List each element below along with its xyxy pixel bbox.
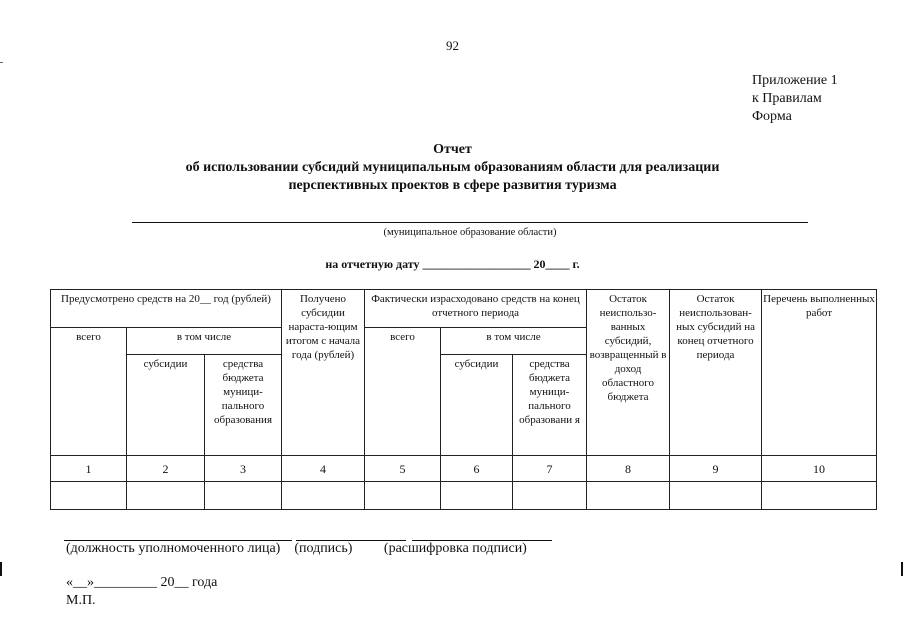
report-subtitle-line-2: перспективных проектов в сфере развития туризма	[288, 178, 617, 193]
header-received: Получено субсидии нараста-ющим итогом с начала года (рублей)	[282, 290, 365, 456]
header-spent: Фактически израсходовано средств на конец отчетного периода	[365, 290, 587, 328]
header-spent-budget: средства бюджета муници-пального образовани я	[513, 355, 587, 456]
signature-labels: (должность уполномоченного лица) (подпись) (расшифровка подписи)	[66, 541, 527, 556]
binding-mark-left	[0, 562, 2, 576]
header-works: Перечень выполненных работ	[762, 290, 877, 456]
column-number: 8	[587, 456, 670, 482]
data-cell[interactable]	[51, 482, 127, 510]
data-cell[interactable]	[670, 482, 762, 510]
report-table	[50, 289, 877, 510]
report-title: Отчет	[433, 142, 472, 157]
binding-mark-right	[901, 562, 903, 576]
signature-date: «__»_________ 20__ года	[66, 575, 218, 590]
municipality-fill-line	[132, 222, 808, 223]
data-cell[interactable]	[513, 482, 587, 510]
header-planned-subsidies: субсидии	[127, 355, 205, 456]
scan-artifact	[0, 62, 3, 63]
header-returned: Остаток неиспользо-ванных субсидий, возвращенный в доход областного бюджета	[587, 290, 670, 456]
appendix-line-2: к Правилам	[752, 91, 822, 106]
header-planned: Предусмотрено средств на 20__ год (рублей)	[51, 290, 282, 328]
header-spent-subsidies: субсидии	[441, 355, 513, 456]
header-planned-total: всего	[51, 328, 127, 456]
header-remaining: Остаток неиспользован-ных субсидий на конец отчетного периода	[670, 290, 762, 456]
appendix-block	[752, 72, 838, 126]
data-cell[interactable]	[762, 482, 877, 510]
column-number: 5	[365, 456, 441, 482]
header-planned-budget: средства бюджета муници-пального образования	[205, 355, 282, 456]
column-number: 1	[51, 456, 127, 482]
appendix-line-3: Форма	[752, 109, 792, 124]
report-date-line: на отчетную дату __________________ 20____ г.	[325, 257, 580, 271]
column-number: 2	[127, 456, 205, 482]
data-cell[interactable]	[441, 482, 513, 510]
column-number: 3	[205, 456, 282, 482]
column-number: 4	[282, 456, 365, 482]
data-cell[interactable]	[587, 482, 670, 510]
column-number: 7	[513, 456, 587, 482]
header-spent-including: в том числе	[441, 328, 587, 355]
data-cell[interactable]	[282, 482, 365, 510]
column-number: 10	[762, 456, 877, 482]
data-cell[interactable]	[365, 482, 441, 510]
header-spent-total: всего	[365, 328, 441, 456]
report-subtitle-line-1: об использовании субсидий муниципальным образованиям области для реализации	[185, 160, 720, 175]
data-cell[interactable]	[127, 482, 205, 510]
column-number: 6	[441, 456, 513, 482]
stamp-place: М.П.	[66, 593, 96, 608]
page-number: 92	[446, 38, 459, 53]
appendix-line-1: Приложение 1	[752, 73, 838, 88]
municipality-caption: (муниципальное образование области)	[383, 227, 557, 238]
column-number: 9	[670, 456, 762, 482]
data-cell[interactable]	[205, 482, 282, 510]
header-planned-including: в том числе	[127, 328, 282, 355]
